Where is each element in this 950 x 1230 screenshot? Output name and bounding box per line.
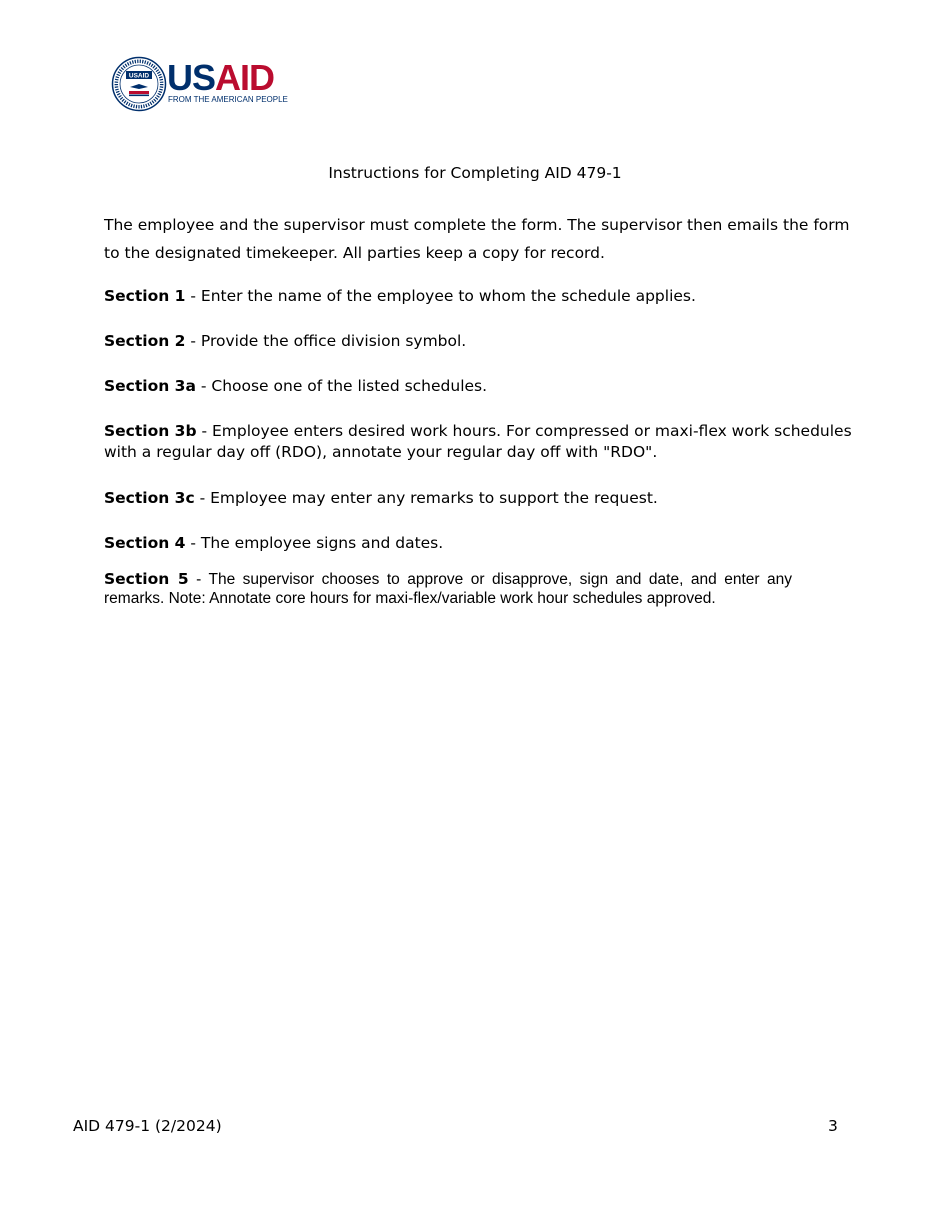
section-label: Section 5 xyxy=(104,570,189,588)
wordmark-us: US xyxy=(167,57,216,98)
section-5-instruction xyxy=(104,570,792,608)
wordmark-aid: AID xyxy=(215,57,275,98)
section-4-instruction xyxy=(104,533,864,554)
section-3b-instruction xyxy=(104,421,864,463)
section-2-instruction xyxy=(104,331,864,352)
section-label: Section 2 xyxy=(104,332,186,350)
intro-paragraph: The employee and the supervisor must complete the form. The supervisor then emails the form to the designated timekeeper. All parties keep a copy for record. xyxy=(104,216,850,262)
page-title: Instructions for Completing AID 479-1 xyxy=(328,164,622,182)
page-number: 3 xyxy=(828,1117,838,1135)
seal-label: USAID xyxy=(128,72,150,80)
section-label: Section 3b xyxy=(104,422,197,440)
section-text: - Provide the office division symbol. xyxy=(185,332,467,350)
section-label: Section 1 xyxy=(104,287,186,305)
section-1-instruction xyxy=(104,286,864,307)
usaid-logo xyxy=(111,56,286,112)
section-3c-instruction xyxy=(104,488,864,509)
section-text: - Choose one of the listed schedules. xyxy=(195,377,488,395)
section-text: - The supervisor chooses to approve or disapprove, sign and date, and enter any remarks. Note: Annotate core hours for maxi-flex/variable work hour schedules approved. xyxy=(104,571,793,607)
section-text: - Employee enters desired work hours. For compressed or maxi-flex work schedules with a regular day off (RDO), annotate your regular day off with "RDO". xyxy=(104,422,852,461)
section-text: - The employee signs and dates. xyxy=(185,534,444,552)
section-3a-instruction xyxy=(104,376,864,397)
footer-form-id: AID 479-1 (2/2024) xyxy=(73,1117,222,1135)
usaid-seal-icon xyxy=(111,56,167,112)
section-text: - Enter the name of the employee to whom the schedule applies. xyxy=(185,287,696,305)
section-label: Section 4 xyxy=(104,534,186,552)
section-label: Section 3a xyxy=(104,377,196,395)
section-text: - Employee may enter any remarks to support the request. xyxy=(194,489,658,507)
logo-tagline: FROM THE AMERICAN PEOPLE xyxy=(168,95,288,104)
section-label: Section 3c xyxy=(104,489,195,507)
usaid-wordmark xyxy=(167,57,275,98)
